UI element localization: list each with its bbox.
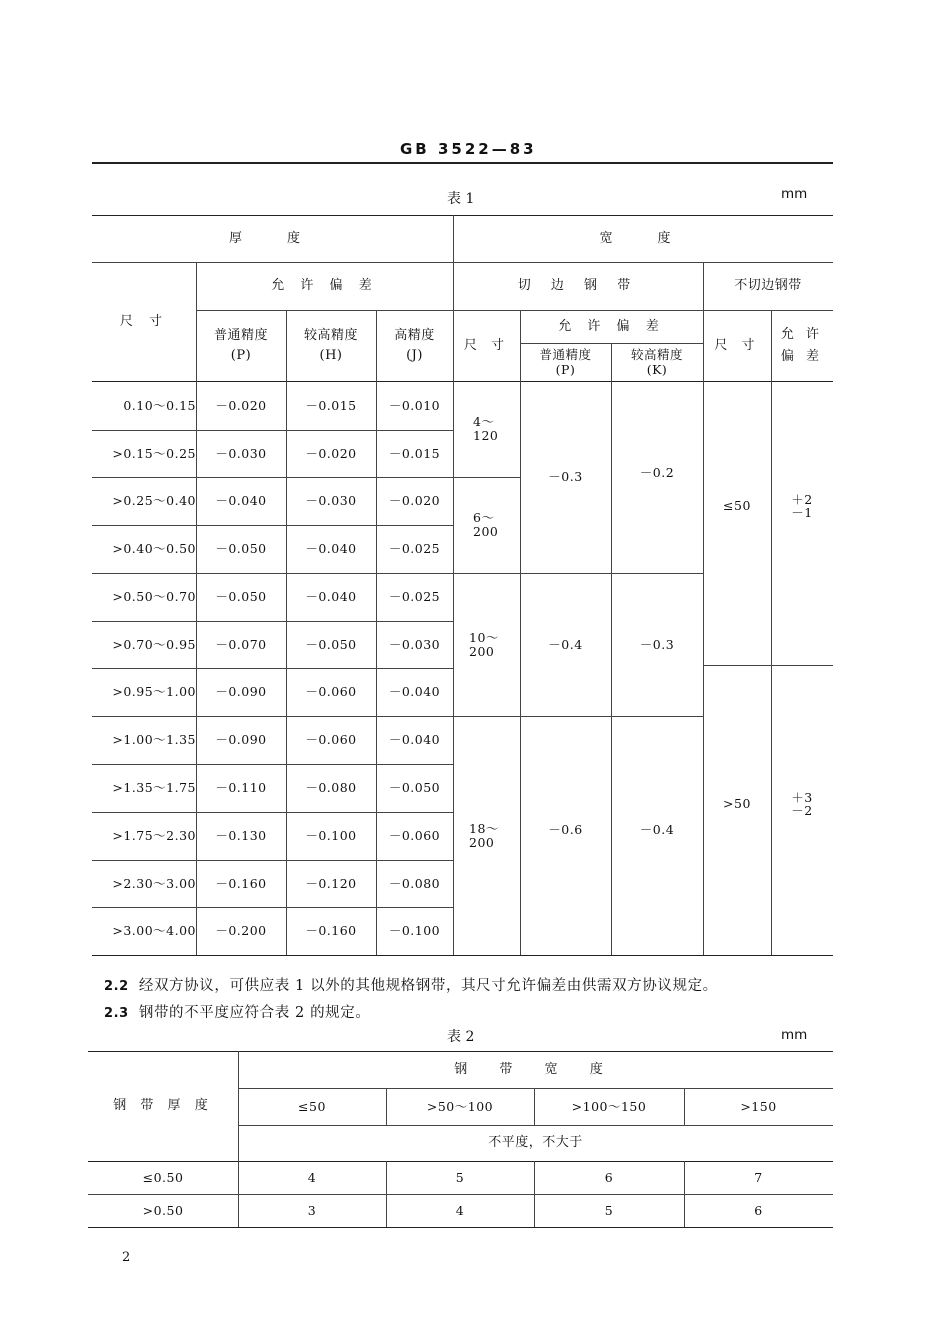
paragraph-2-3: 2.3 钢带的不平度应符合表 2 的规定。 bbox=[104, 1005, 371, 1021]
cut-k-value: －0.2 bbox=[639, 465, 675, 480]
h-precision-header: 较高精度 (H) bbox=[303, 327, 358, 363]
j-precision-header: 高精度 (J) bbox=[394, 327, 435, 363]
uncut-tolerance-header: 允 许 偏 差 bbox=[780, 326, 824, 364]
header-rule bbox=[92, 162, 833, 164]
flatness-label: 不平度，不大于 bbox=[488, 1135, 583, 1150]
cut-edge-header: 切 边 钢 带 bbox=[517, 278, 639, 293]
cut-k-value: －0.4 bbox=[639, 822, 675, 837]
cut-size-group: 4～ 120 bbox=[473, 414, 499, 443]
cut-p-value: －0.3 bbox=[548, 469, 583, 484]
cut-p-value: －0.4 bbox=[548, 636, 583, 652]
standard-code: GB 3522—83 bbox=[400, 140, 537, 158]
uncut-size-value: ≤50 bbox=[723, 498, 751, 513]
page-number: 2 bbox=[122, 1250, 131, 1265]
width-col: ≤50 bbox=[298, 1098, 326, 1114]
uncut-edge-header: 不切边钢带 bbox=[734, 278, 802, 293]
cut-size-header: 尺 寸 bbox=[463, 337, 510, 353]
width-col: >50～100 bbox=[426, 1098, 494, 1114]
width-header: 宽 度 bbox=[599, 230, 687, 246]
width-col: >100～150 bbox=[571, 1098, 647, 1114]
size-header: 尺 寸 bbox=[119, 313, 169, 329]
cut-tolerance-header: 允 许 偏 差 bbox=[558, 318, 665, 334]
uncut-tolerance-value: ＋2 －1 bbox=[791, 492, 813, 520]
width-col: >150 bbox=[740, 1098, 777, 1114]
cut-k-value: －0.3 bbox=[639, 636, 675, 652]
cut-p-value: －0.6 bbox=[548, 822, 583, 837]
table1-title: 表 1 bbox=[447, 191, 475, 207]
paragraph-2-2: 2.2 经双方协议，可供应表 1 以外的其他规格钢带，其尺寸允许偏差由供需双方协议规定。 bbox=[104, 978, 718, 994]
cut-k-header: 较高精度 (K) bbox=[630, 347, 683, 377]
p-precision-header: 普通精度 (P) bbox=[213, 327, 268, 363]
table2-title: 表 2 bbox=[447, 1029, 475, 1045]
cut-p-header: 普通精度 (P) bbox=[539, 347, 592, 377]
thickness-header: 厚 度 bbox=[228, 230, 316, 246]
uncut-tolerance-value: ＋3 －2 bbox=[791, 790, 813, 818]
cut-size-group: 6～ 200 bbox=[473, 510, 499, 539]
uncut-size-header: 尺 寸 bbox=[714, 337, 760, 353]
uncut-size-value: >50 bbox=[723, 796, 751, 811]
cut-size-group: 10～ 200 bbox=[469, 629, 499, 659]
thickness-tolerance-header: 允 许 偏 差 bbox=[271, 278, 378, 293]
table2-unit: mm bbox=[781, 1027, 808, 1043]
strip-width-header: 钢 带 宽 度 bbox=[454, 1061, 617, 1077]
strip-thickness-header: 钢 带 厚 度 bbox=[113, 1098, 213, 1113]
table1-unit: mm bbox=[781, 186, 808, 202]
cut-size-group: 18～ 200 bbox=[469, 820, 499, 850]
